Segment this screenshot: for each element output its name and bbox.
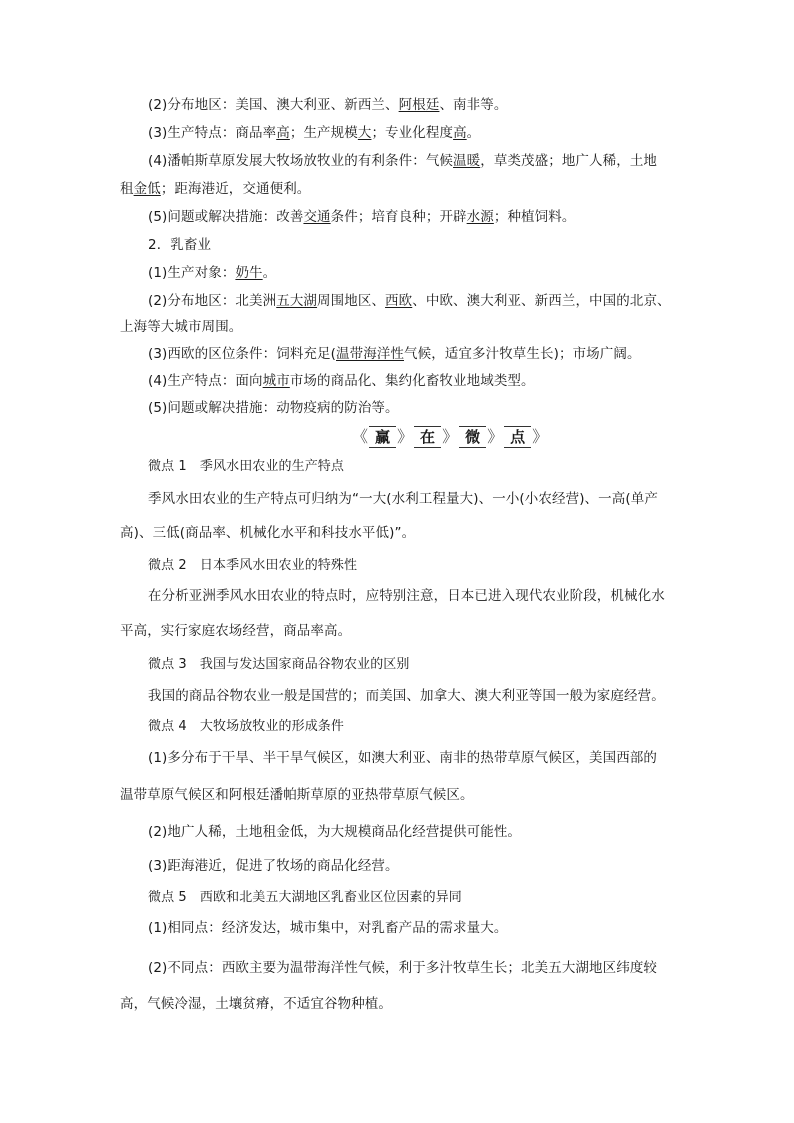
chevron-right-icon: 》 bbox=[442, 427, 459, 446]
underlined-answer: 大 bbox=[357, 125, 372, 141]
text-line: (1)相同点：经济发达，城市集中，对乳畜产品的需求量大。 bbox=[148, 920, 508, 936]
text-seg: (4)生产特点：面向 bbox=[148, 373, 263, 389]
text-seg: 周围地区、 bbox=[317, 293, 386, 309]
text-seg: (5)问题或解决措施：改善 bbox=[148, 209, 304, 225]
text-line bbox=[148, 152, 657, 170]
banner-char: 微 bbox=[459, 426, 486, 448]
text-line: (2)不同点：西欧主要为温带海洋性气候，利于多汁牧草生长；北美五大湖地区纬度较 bbox=[148, 960, 658, 976]
text-seg: 气候，适宜多汁牧草生长)；市场广阔。 bbox=[404, 346, 641, 362]
underlined-answer: 高 bbox=[453, 125, 467, 141]
point-heading: 微点 2 日本季风水田农业的特殊性 bbox=[148, 558, 358, 573]
section-banner bbox=[352, 426, 548, 448]
text-seg: ；种植饲料。 bbox=[493, 209, 576, 225]
text-line bbox=[120, 318, 242, 336]
text-line: 温带草原气候区和阿根廷潘帕斯草原的亚热带草原气候区。 bbox=[120, 787, 474, 803]
text-line bbox=[120, 180, 310, 198]
underlined-answer: 温暖 bbox=[453, 153, 481, 169]
text-seg: ；生产规模 bbox=[289, 125, 358, 141]
underlined-answer: 金低 bbox=[133, 181, 161, 197]
text-seg: ；专业化程度 bbox=[371, 125, 454, 141]
text-line: 高)、三低(商品率、机械化水平和科技水平低)”。 bbox=[120, 525, 416, 541]
point-heading: 微点 5 西欧和北美五大湖地区乳畜业区位因素的异同 bbox=[148, 890, 462, 905]
text-line bbox=[148, 96, 507, 114]
point-heading: 微点 4 大牧场放牧业的形成条件 bbox=[148, 719, 345, 734]
text-line: 在分析亚洲季风水田农业的特点时，应特别注意，日本已进入现代农业阶段，机械化水 bbox=[148, 588, 665, 604]
banner-char: 赢 bbox=[369, 426, 396, 448]
text-seg: (4)潘帕斯草原发展大牧场放牧业的有利条件：气候 bbox=[148, 153, 454, 169]
chevron-right-icon: 》 bbox=[397, 427, 414, 446]
text-line bbox=[148, 124, 480, 142]
banner-char: 点 bbox=[504, 426, 531, 448]
text-seg: (1)生产对象： bbox=[148, 265, 236, 281]
text-line bbox=[148, 264, 276, 282]
text-seg: 。 bbox=[466, 125, 481, 141]
chevron-right-icon: 《 bbox=[352, 427, 369, 446]
text-seg: (3)西欧的区位条件：饲料充足( bbox=[148, 346, 336, 362]
text-seg: 市场的商品化、集约化畜牧业地域类型。 bbox=[289, 373, 535, 389]
text-line: 平高，实行家庭农场经营，商品率高。 bbox=[120, 623, 352, 639]
underlined-answer: 城市 bbox=[262, 373, 290, 389]
underlined-answer: 交通 bbox=[303, 209, 331, 225]
underlined-answer: 水源 bbox=[466, 209, 494, 225]
underlined-answer: 五大湖 bbox=[276, 293, 318, 309]
underlined-answer: 高 bbox=[276, 125, 290, 141]
text-seg: 条件；培育良种；开辟 bbox=[330, 209, 467, 225]
chevron-right-icon: 》 bbox=[532, 427, 549, 446]
point-heading: 微点 1 季风水田农业的生产特点 bbox=[148, 459, 345, 474]
text-line bbox=[148, 399, 399, 417]
text-line bbox=[148, 292, 671, 310]
text-line: (2)地广人稀，土地租金低，为大规模商品化经营提供可能性。 bbox=[148, 824, 522, 840]
text-line: (3)距海港近，促进了牧场的商品化经营。 bbox=[148, 858, 399, 874]
text-line bbox=[148, 345, 641, 363]
section-heading: 2．乳畜业 bbox=[148, 237, 212, 253]
banner-char: 在 bbox=[414, 426, 441, 448]
underlined-answer: 温带海洋性 bbox=[336, 346, 404, 362]
text-seg: ；距海港近，交通便利。 bbox=[160, 181, 311, 197]
underlined-answer: 阿根廷 bbox=[398, 97, 440, 113]
text-line bbox=[148, 208, 575, 226]
text-seg: ，草类茂盛；地广人稀，土地 bbox=[480, 153, 658, 169]
text-seg: 。 bbox=[262, 265, 277, 281]
text-seg: (2)分布地区：北美洲 bbox=[148, 293, 277, 309]
text-line: 我国的商品谷物农业一般是国营的；而美国、加拿大、澳大利亚等国一般为家庭经营。 bbox=[148, 688, 665, 704]
text-seg: (3)生产特点：商品率 bbox=[148, 125, 277, 141]
underlined-answer: 西欧 bbox=[385, 293, 413, 309]
text-seg: (5)问题或解决措施：动物疫病的防治等。 bbox=[148, 400, 399, 416]
text-line bbox=[148, 372, 535, 390]
text-line: (1)多分布于干旱、半干旱气候区，如澳大利亚、南非的热带草原气候区，美国西部的 bbox=[148, 750, 658, 766]
chevron-right-icon: 》 bbox=[487, 427, 504, 446]
text-seg: 上海等大城市周围。 bbox=[120, 319, 243, 335]
text-line: 高，气候冷湿，土壤贫瘠，不适宜谷物种植。 bbox=[120, 996, 392, 1012]
text-seg: 租 bbox=[120, 181, 134, 197]
point-heading: 微点 3 我国与发达国家商品谷物农业的区别 bbox=[148, 657, 410, 672]
text-seg: (2)分布地区：美国、澳大利亚、新西兰、 bbox=[148, 97, 399, 113]
text-seg: 、南非等。 bbox=[439, 97, 508, 113]
text-seg: 、中欧、澳大利亚、新西兰，中国的北京、 bbox=[412, 293, 671, 309]
text-line: 季风水田农业的生产特点可归纳为“一大(水利工程量大)、一小(小农经营)、一高(单产 bbox=[148, 491, 658, 507]
underlined-answer: 奶牛 bbox=[235, 265, 263, 281]
